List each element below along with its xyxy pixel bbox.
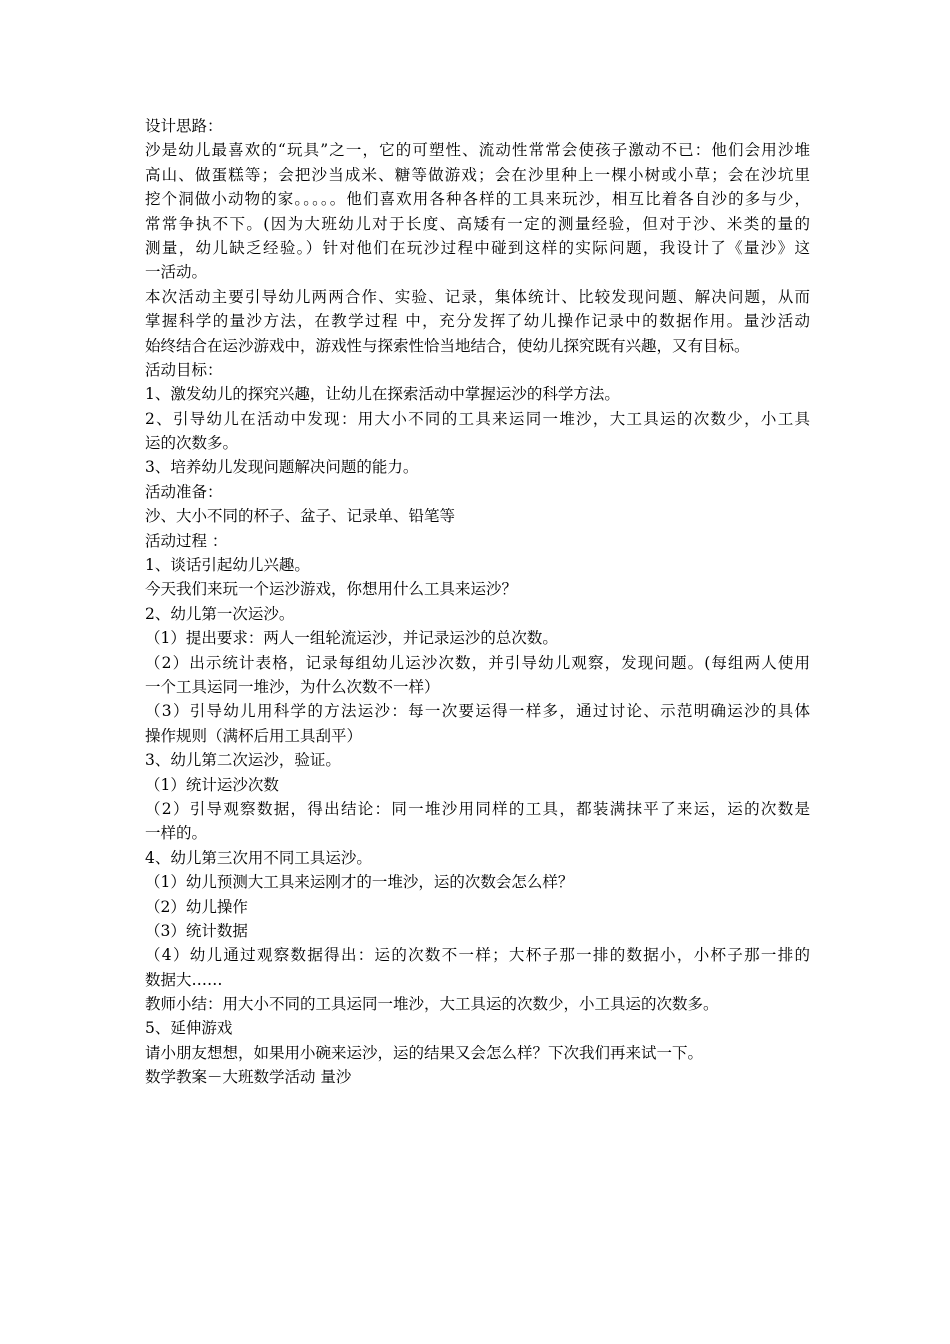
- text-line: （2）幼儿操作: [145, 897, 248, 916]
- text-line: 高山、做蛋糕等；会把沙当成米、糖等做游戏；会在沙里种上一棵小树或小草；会在沙坑里: [145, 165, 810, 184]
- text-line: 掌握科学的量沙方法，在教学过程 中，充分发挥了幼儿操作记录中的数据作用。量沙活动: [145, 312, 810, 331]
- text-line: 本次活动主要引导幼儿两两合作、实验、记录，集体统计、比较发现问题、解决问题，从而: [145, 287, 810, 306]
- text-line: （1）统计运沙次数: [145, 775, 279, 794]
- text-line: 请小朋友想想，如果用小碗来运沙，运的结果又会怎么样？下次我们再来试一下。: [145, 1043, 704, 1062]
- text-line: 活动过程 ：: [145, 531, 228, 550]
- text-line: （1）幼儿预测大工具来运刚才的一堆沙，运的次数会怎么样？: [145, 873, 574, 892]
- text-line: 设计思路：: [145, 117, 223, 135]
- text-line: 1、谈话引起幼儿兴趣。: [145, 556, 310, 575]
- document-body: [145, 114, 810, 1090]
- text-line: 3、培养幼儿发现问题解决问题的能力。: [145, 458, 419, 477]
- text-line: 测量，幼儿缺乏经验。）针对他们在玩沙过程中碰到这样的实际问题，我设计了《量沙》这: [145, 238, 810, 257]
- text-line: （1）提出要求：两人一组轮流运沙，并记录运沙的总次数。: [145, 629, 558, 648]
- text-line: 1、激发幼儿的探究兴趣，让幼儿在探索活动中掌握运沙的科学方法。: [145, 385, 620, 404]
- text-line: 数据大……: [145, 970, 223, 989]
- text-line: （3）统计数据: [145, 921, 248, 940]
- text-line: （2）出示统计表格，记录每组幼儿运沙次数，并引导幼儿观察，发现问题。(每组两人使用: [145, 653, 810, 672]
- text-line: 今天我们来玩一个运沙游戏，你想用什么工具来运沙？: [145, 580, 518, 599]
- text-line: （3）引导幼儿用科学的方法运沙：每一次要运得一样多，通过讨论、示范明确运沙的具体: [145, 702, 810, 721]
- text-line: 一个工具运同一堆沙，为什么次数不一样）: [145, 677, 440, 696]
- text-line: 运的次数多。: [145, 434, 239, 453]
- text-line: 操作规则（满杯后用工具刮平）: [145, 726, 363, 745]
- text-line: 5、延伸游戏: [145, 1019, 233, 1038]
- text-line: 一活动。: [145, 263, 208, 282]
- text-line: 数学教案－大班数学活动 量沙: [145, 1068, 352, 1087]
- text-line: 一样的。: [145, 824, 208, 843]
- text-line: 常常争执不下。(因为大班幼儿对于长度、高矮有一定的测量经验，但对于沙、米类的量的: [145, 214, 810, 233]
- text-line: 活动目标：: [145, 360, 223, 379]
- text-line: 2、引导幼儿在活动中发现：用大小不同的工具来运同一堆沙，大工具运的次数少，小工具: [145, 409, 810, 428]
- text-line: 2、幼儿第一次运沙。: [145, 604, 295, 623]
- text-line: 3、幼儿第二次运沙，验证。: [145, 751, 341, 770]
- text-line: 教师小结：用大小不同的工具运同一堆沙，大工具运的次数少，小工具运的次数多。: [145, 995, 719, 1014]
- text-line: 挖个洞做小动物的家。。。。。他们喜欢用各种各样的工具来玩沙，相互比着各自沙的多与少，: [145, 190, 810, 209]
- text-line: 始终结合在运沙游戏中，游戏性与探索性恰当地结合，使幼儿探究既有兴趣，又有目标。: [145, 336, 750, 355]
- text-line: （4）幼儿通过观察数据得出：运的次数不一样；大杯子那一排的数据小，小杯子那一排的: [145, 946, 810, 965]
- text-line: 沙是幼儿最喜欢的“玩具”之一，它的可塑性、流动性常常会使孩子激动不已：他们会用沙堆: [145, 141, 810, 160]
- text-line: 活动准备：: [145, 482, 223, 501]
- text-line: （2）引导观察数据，得出结论：同一堆沙用同样的工具，都装满抹平了来运，运的次数是: [145, 799, 810, 818]
- text-line: 沙、大小不同的杯子、盆子、记录单、铅笔等: [145, 507, 456, 526]
- text-line: 4、幼儿第三次用不同工具运沙。: [145, 848, 372, 867]
